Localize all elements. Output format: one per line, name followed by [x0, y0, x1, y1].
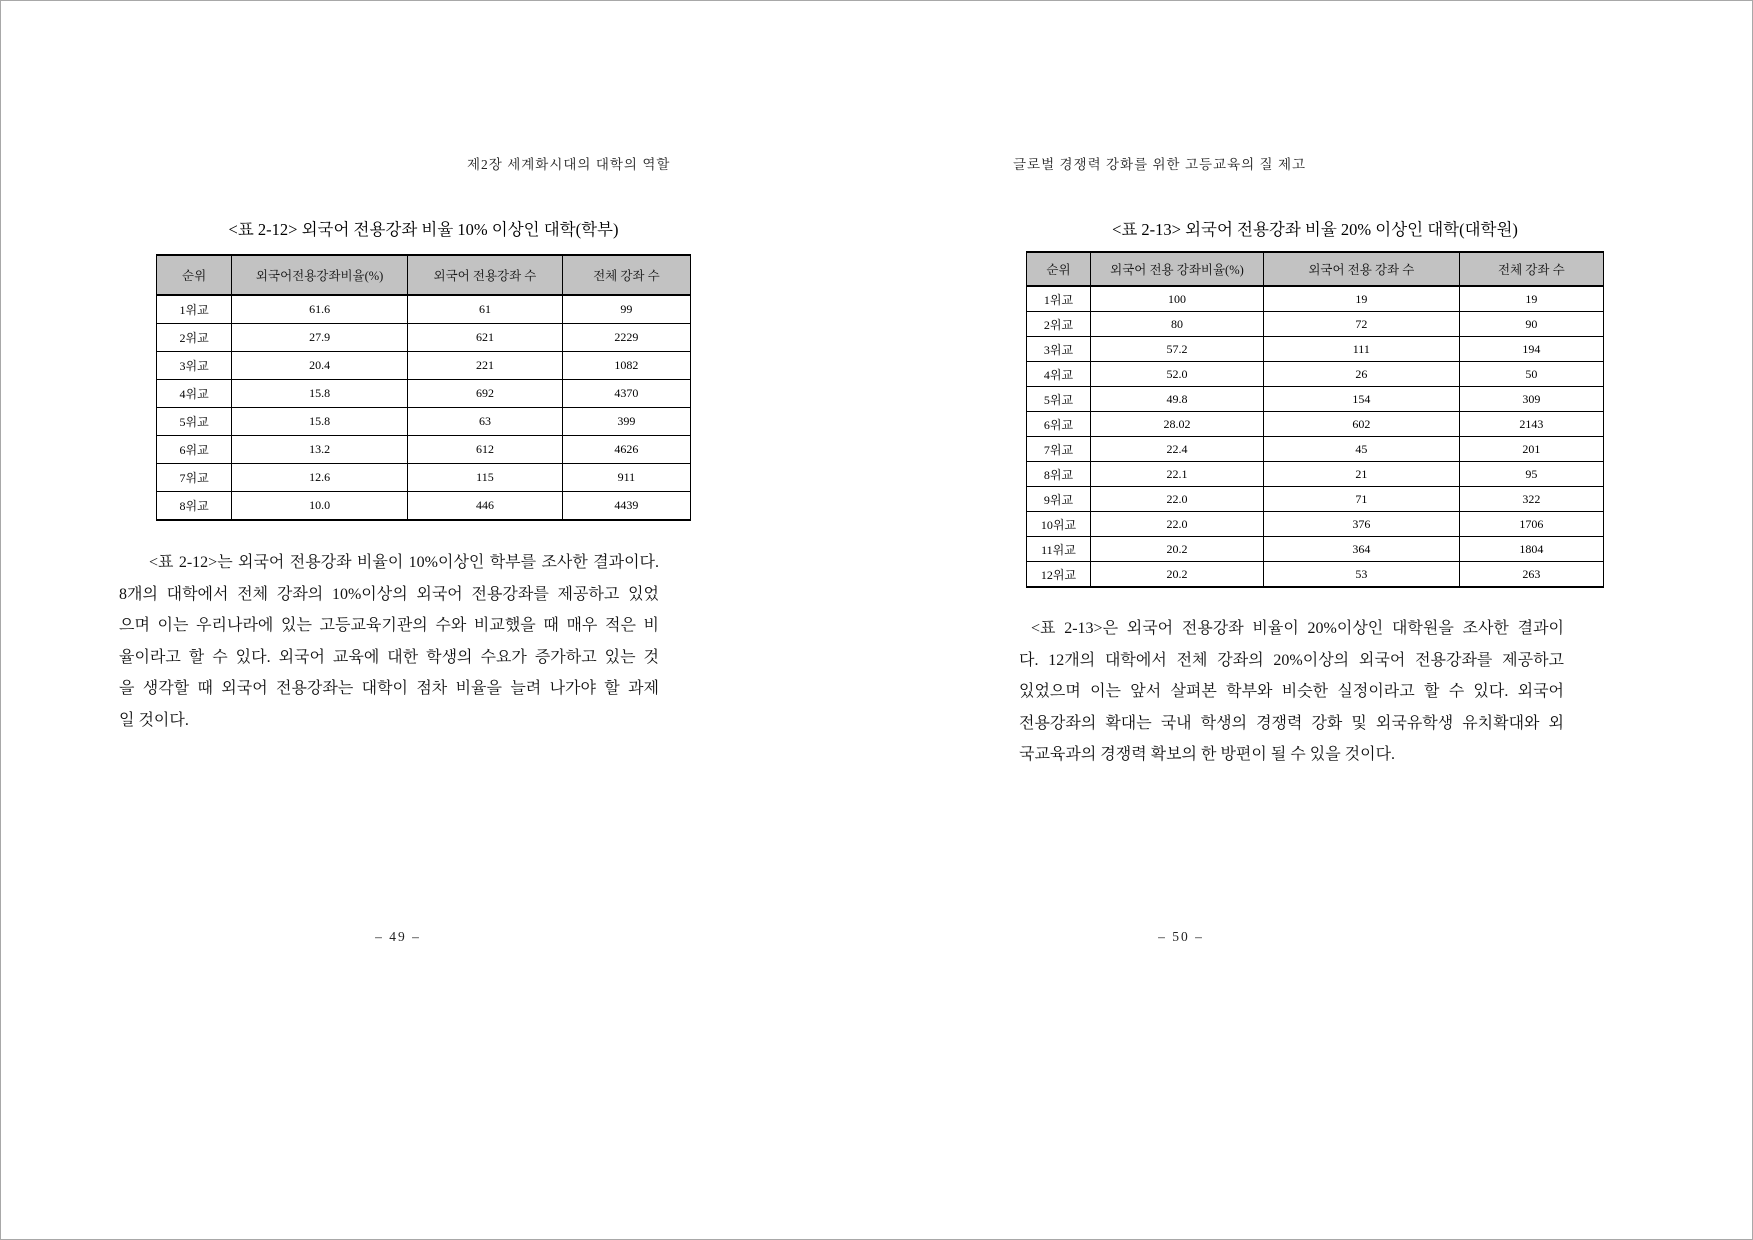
table-row	[1027, 337, 1604, 362]
table-cell: 399	[562, 408, 690, 436]
table-cell: 4439	[562, 492, 690, 521]
table-cell: 4위교	[1027, 362, 1091, 387]
column-header: 외국어 전용 강좌 수	[1263, 252, 1459, 286]
table-row	[1027, 487, 1604, 512]
paragraph-line: 율이라고 할 수 있다. 외국어 교육에 대한 학생의 수요가 증가하고 있는 것	[119, 648, 659, 666]
column-header: 전체 강좌 수	[1459, 252, 1603, 286]
table-row	[1027, 362, 1604, 387]
table-cell: 99	[562, 295, 690, 324]
table-cell: 28.02	[1091, 412, 1264, 437]
table-row	[1027, 412, 1604, 437]
table-cell: 13.2	[232, 436, 408, 464]
table-cell: 22.1	[1091, 462, 1264, 487]
table-cell: 446	[408, 492, 563, 521]
table-cell: 376	[1263, 512, 1459, 537]
table-cell: 154	[1263, 387, 1459, 412]
table-cell: 95	[1459, 462, 1603, 487]
table-cell: 221	[408, 352, 563, 380]
table-row	[157, 408, 691, 436]
table-cell: 4626	[562, 436, 690, 464]
table-row	[1027, 462, 1604, 487]
table-cell: 1082	[562, 352, 690, 380]
paragraph-line: 있었으며 이는 앞서 살펴본 학부와 비슷한 실정이라고 할 수 있다. 외국어	[1019, 683, 1564, 700]
paragraph-line: 다. 12개의 대학에서 전체 강좌의 20%이상의 외국어 전용강좌를 제공하고	[1019, 651, 1564, 669]
table-cell: 72	[1263, 312, 1459, 337]
table-cell: 22.4	[1091, 437, 1264, 462]
paragraph-line: 으며 이는 우리나라에 있는 고등교육기관의 수와 비교했을 때 매우 적은 비	[119, 617, 659, 634]
table-cell: 21	[1263, 462, 1459, 487]
table-cell: 1706	[1459, 512, 1603, 537]
table-cell: 22.0	[1091, 487, 1264, 512]
table-cell: 6위교	[1027, 412, 1091, 437]
table-cell: 26	[1263, 362, 1459, 387]
table-title-left: <표 2-12> 외국어 전용강좌 비율 10% 이상인 대학(학부)	[228, 220, 619, 239]
table-cell: 2위교	[157, 324, 232, 352]
column-header: 외국어전용강좌비율(%)	[232, 255, 408, 295]
page-number-right: – 50 –	[1158, 929, 1204, 944]
table-cell: 61.6	[232, 295, 408, 324]
column-header: 순위	[1027, 252, 1091, 286]
table-row	[157, 295, 691, 324]
page-number-left: – 49 –	[375, 929, 421, 944]
column-header: 전체 강좌 수	[562, 255, 690, 295]
table-cell: 20.2	[1091, 537, 1264, 562]
table-cell: 20.4	[232, 352, 408, 380]
table-2-12	[156, 254, 691, 521]
table-cell: 194	[1459, 337, 1603, 362]
table-cell: 612	[408, 436, 563, 464]
table-cell: 621	[408, 324, 563, 352]
table-cell: 309	[1459, 387, 1603, 412]
table-cell: 2위교	[1027, 312, 1091, 337]
table-cell: 911	[562, 464, 690, 492]
table-cell: 10위교	[1027, 512, 1091, 537]
paragraph-line: <표 2-12>는 외국어 전용강좌 비율이 10%이상인 학부를 조사한 결과이다.	[149, 554, 659, 571]
table-cell: 10.0	[232, 492, 408, 521]
table-cell: 49.8	[1091, 387, 1264, 412]
table-cell: 364	[1263, 537, 1459, 562]
table-row	[157, 464, 691, 492]
table-cell: 7위교	[1027, 437, 1091, 462]
running-header-right: 글로벌 경쟁력 강화를 위한 고등교육의 질 제고	[1013, 157, 1307, 172]
table-cell: 2143	[1459, 412, 1603, 437]
table-cell: 22.0	[1091, 512, 1264, 537]
table-cell: 111	[1263, 337, 1459, 362]
paragraph-line: 을 생각할 때 외국어 전용강좌는 대학이 점차 비율을 늘려 나가야 할 과제	[119, 680, 659, 697]
table-cell: 12위교	[1027, 562, 1091, 588]
table-cell: 3위교	[1027, 337, 1091, 362]
table-row	[1027, 562, 1604, 588]
paragraph-line: 전용강좌의 확대는 국내 학생의 경쟁력 강화 및 외국유학생 유치확대와 외	[1019, 714, 1564, 732]
table-cell: 5위교	[157, 408, 232, 436]
table-row	[1027, 537, 1604, 562]
table-cell: 692	[408, 380, 563, 408]
paragraph-line: 8개의 대학에서 전체 강좌의 10%이상의 외국어 전용강좌를 제공하고 있었	[119, 585, 659, 603]
table-cell: 1위교	[1027, 286, 1091, 312]
table-row	[157, 492, 691, 521]
table-row	[1027, 312, 1604, 337]
column-header: 순위	[157, 255, 232, 295]
table-cell: 15.8	[232, 408, 408, 436]
table-cell: 3위교	[157, 352, 232, 380]
column-header: 외국어 전용 강좌비율(%)	[1091, 252, 1264, 286]
table-row	[157, 324, 691, 352]
table-cell: 90	[1459, 312, 1603, 337]
table-cell: 7위교	[157, 464, 232, 492]
body-paragraph-right	[1019, 613, 1564, 771]
table-cell: 4370	[562, 380, 690, 408]
table-row	[157, 380, 691, 408]
table-cell: 53	[1263, 562, 1459, 588]
table-cell: 100	[1091, 286, 1264, 312]
table-cell: 45	[1263, 437, 1459, 462]
body-paragraph-left	[119, 547, 659, 736]
table-cell: 8위교	[157, 492, 232, 521]
table-cell: 61	[408, 295, 563, 324]
table-cell: 57.2	[1091, 337, 1264, 362]
table-cell: 602	[1263, 412, 1459, 437]
column-header: 외국어 전용강좌 수	[408, 255, 563, 295]
table-row	[1027, 286, 1604, 312]
table-2-13	[1026, 251, 1604, 588]
paragraph-line: 일 것이다.	[119, 711, 189, 729]
table-cell: 20.2	[1091, 562, 1264, 588]
table-cell: 80	[1091, 312, 1264, 337]
table-cell: 1804	[1459, 537, 1603, 562]
table-cell: 52.0	[1091, 362, 1264, 387]
table-row	[1027, 437, 1604, 462]
table-cell: 115	[408, 464, 563, 492]
table-cell: 4위교	[157, 380, 232, 408]
table-row	[157, 436, 691, 464]
table-cell: 263	[1459, 562, 1603, 588]
table-cell: 11위교	[1027, 537, 1091, 562]
table-cell: 19	[1263, 286, 1459, 312]
table-row	[157, 352, 691, 380]
table-cell: 6위교	[157, 436, 232, 464]
paragraph-line: <표 2-13>은 외국어 전용강좌 비율이 20%이상인 대학원을 조사한 결과이	[1031, 620, 1564, 637]
table-cell: 19	[1459, 286, 1603, 312]
table-cell: 322	[1459, 487, 1603, 512]
table-header-row	[1027, 252, 1604, 286]
table-cell: 8위교	[1027, 462, 1091, 487]
table-cell: 15.8	[232, 380, 408, 408]
table-cell: 50	[1459, 362, 1603, 387]
table-cell: 27.9	[232, 324, 408, 352]
running-header-left: 제2장 세계화시대의 대학의 역할	[467, 157, 671, 172]
table-cell: 71	[1263, 487, 1459, 512]
table-cell: 12.6	[232, 464, 408, 492]
table-cell: 9위교	[1027, 487, 1091, 512]
paragraph-line: 국교육과의 경쟁력 확보의 한 방편이 될 수 있을 것이다.	[1019, 746, 1396, 763]
table-cell: 5위교	[1027, 387, 1091, 412]
table-row	[1027, 512, 1604, 537]
table-row	[1027, 387, 1604, 412]
table-cell: 201	[1459, 437, 1603, 462]
table-cell: 1위교	[157, 295, 232, 324]
table-title-right: <표 2-13> 외국어 전용강좌 비율 20% 이상인 대학(대학원)	[1112, 220, 1518, 239]
table-cell: 63	[408, 408, 563, 436]
table-header-row	[157, 255, 691, 295]
table-cell: 2229	[562, 324, 690, 352]
